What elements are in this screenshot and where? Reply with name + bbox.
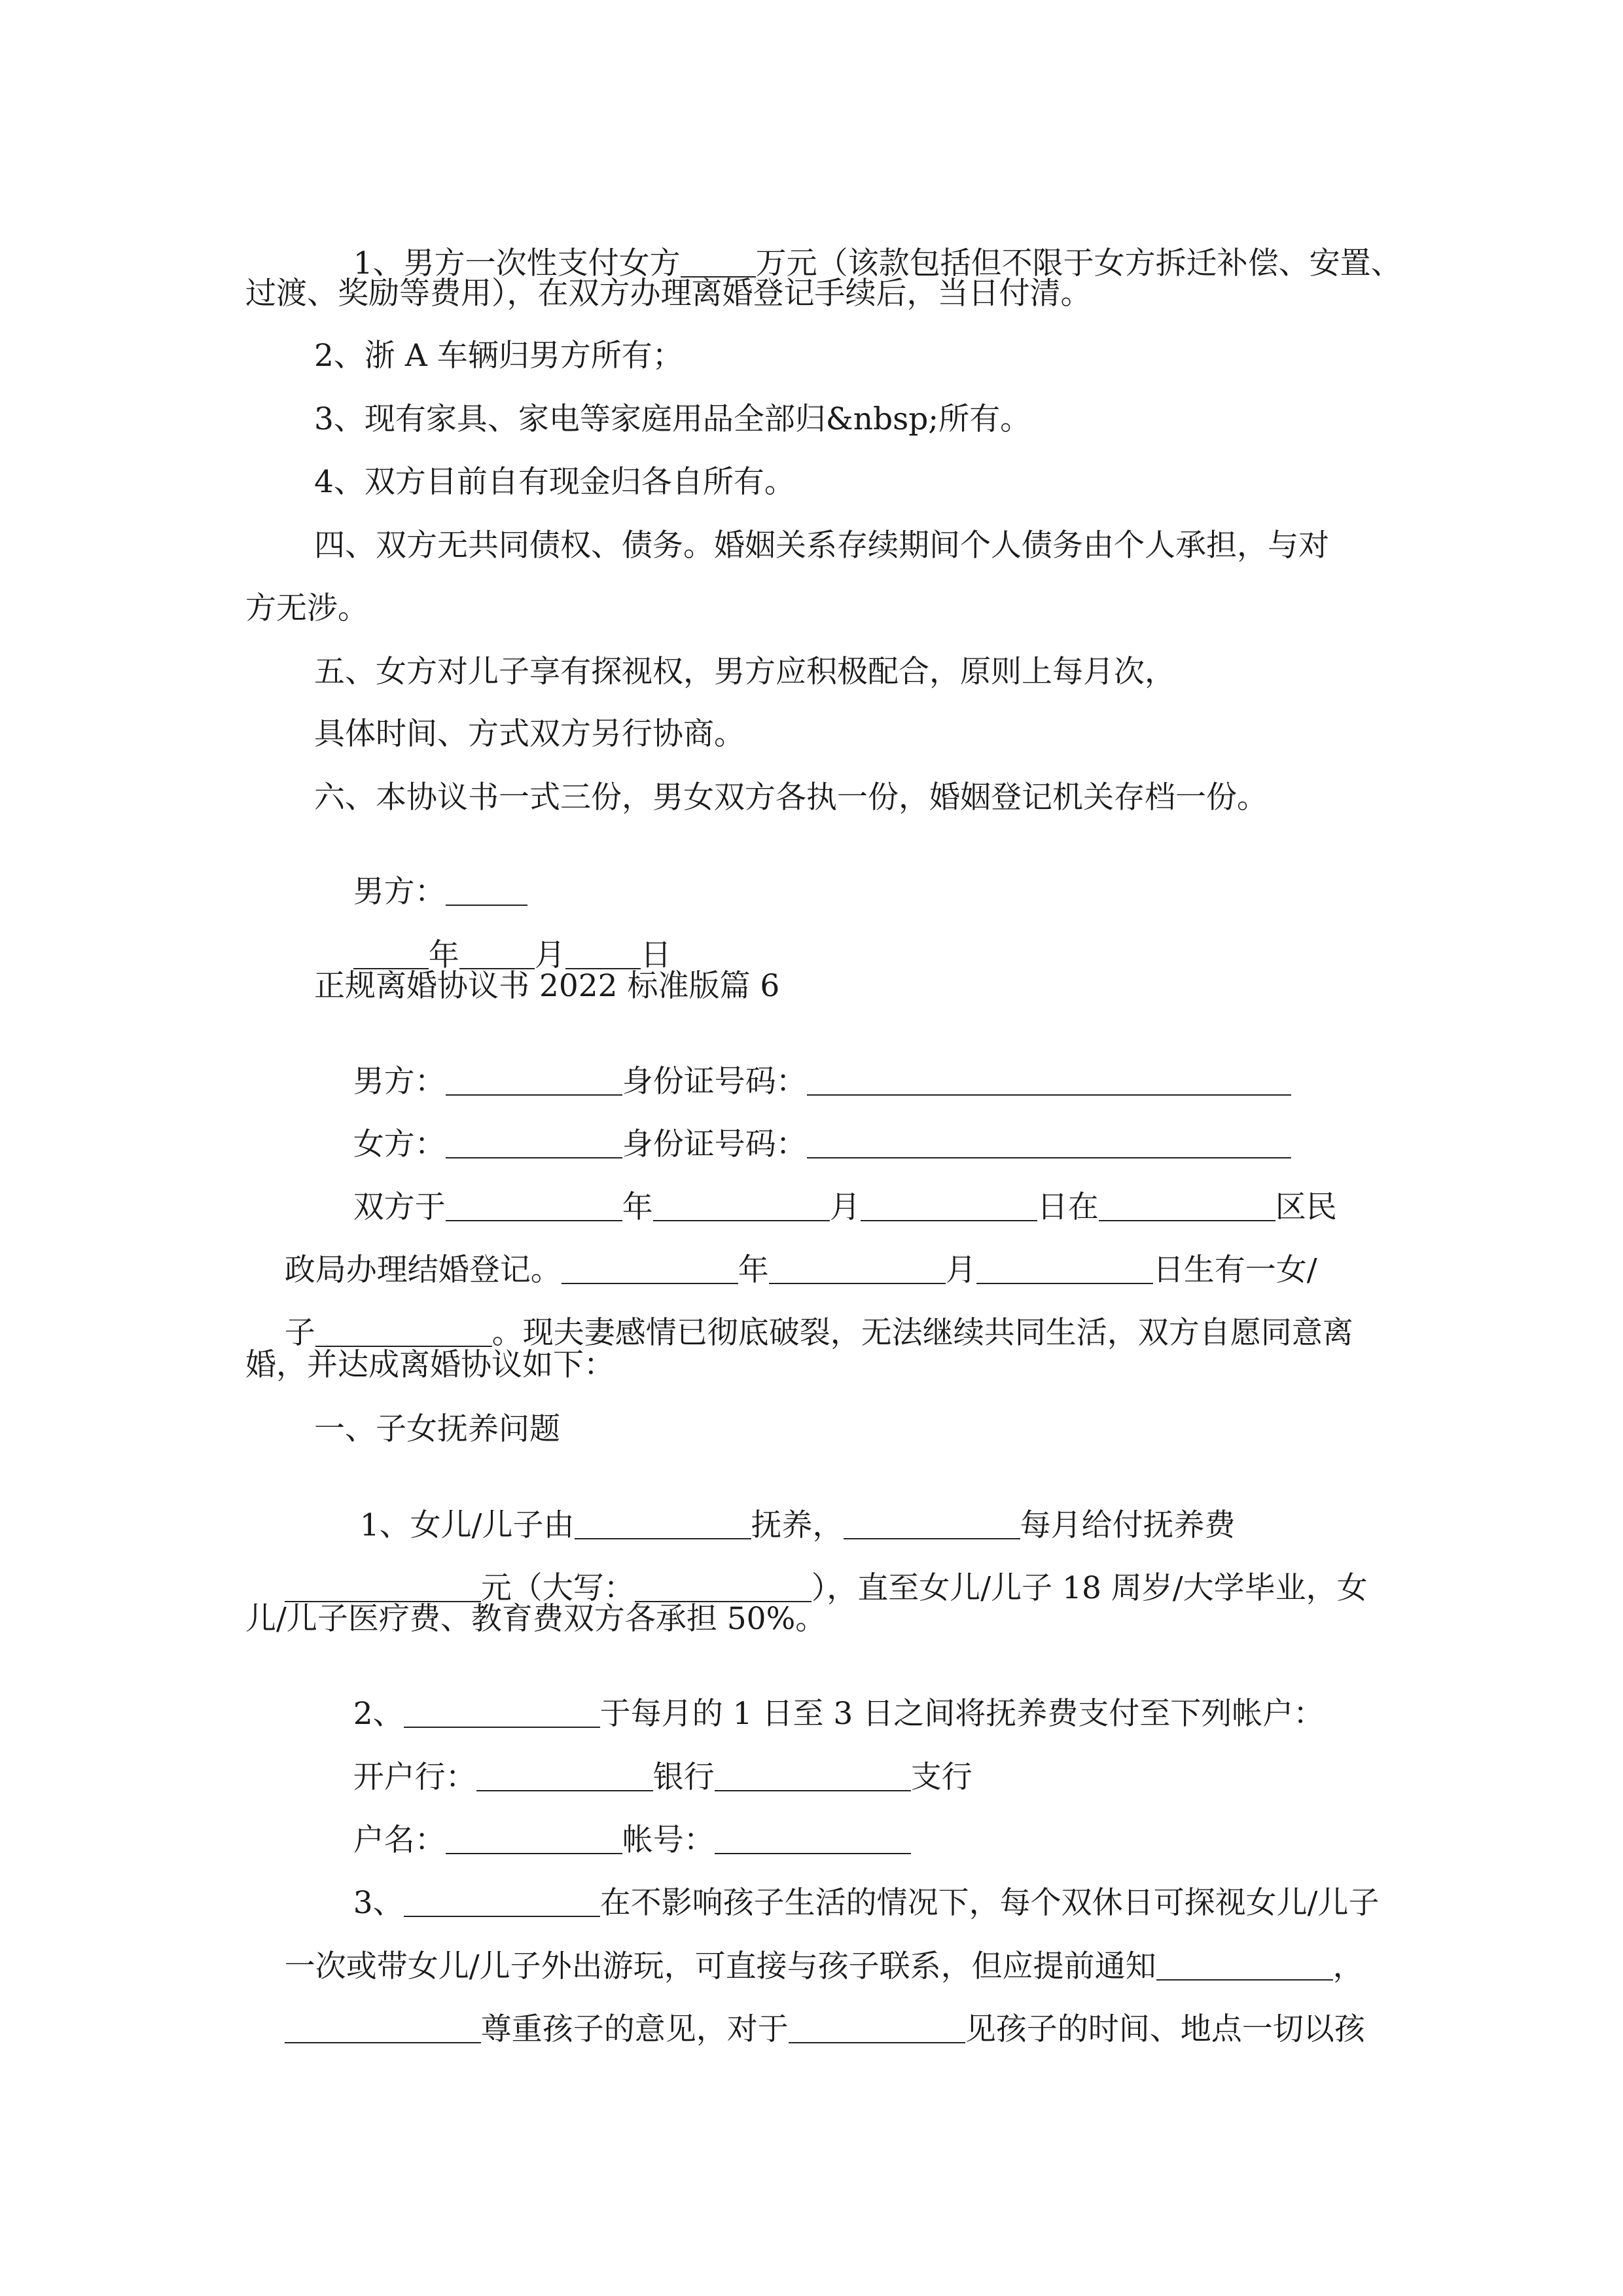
text: 1、女儿/儿子由 bbox=[359, 1507, 575, 1544]
text: 月 bbox=[534, 937, 565, 974]
blank-field bbox=[476, 1761, 653, 1791]
blank-field bbox=[404, 1886, 600, 1917]
blank-field bbox=[653, 1191, 830, 1221]
text: 年 bbox=[428, 937, 459, 974]
paragraph-line: 3、现有家具、家电等家庭用品全部归&nbsp;所有。 bbox=[314, 401, 1031, 437]
text: 支行 bbox=[910, 1759, 972, 1796]
text: 日 bbox=[640, 937, 671, 974]
paragraph-line: 儿/儿子医疗费、教育费双方各承担 50%。 bbox=[245, 1601, 827, 1637]
paragraph-line: 过渡、奖励等费用），在双方办理离婚登记手续后，当日付清。 bbox=[245, 276, 1092, 312]
blank-field bbox=[1099, 1191, 1275, 1221]
blank-field bbox=[565, 939, 641, 969]
paragraph-line: 四、双方无共同债权、债务。婚姻关系存续期间个人债务由个人承担，与对 bbox=[314, 528, 1329, 564]
text: 日生有一女/ bbox=[1152, 1252, 1317, 1289]
blank-field bbox=[976, 1253, 1153, 1284]
text: 2、 bbox=[353, 1696, 404, 1732]
text: 。现夫妻感情已彻底破裂，无法继续共同生活，双方自愿同意离 bbox=[491, 1315, 1353, 1352]
section-heading: 一、子女抚养问题 bbox=[314, 1411, 560, 1447]
text: 银行 bbox=[652, 1759, 715, 1796]
section-title: 正规离婚协议书 2022 标准版篇 6 bbox=[314, 968, 780, 1004]
blank-field bbox=[681, 247, 756, 278]
text: 帐号： bbox=[622, 1822, 715, 1859]
text: 双方于 bbox=[353, 1189, 446, 1226]
paragraph-line: 婚，并达成离婚协议如下： bbox=[245, 1347, 615, 1383]
text: 尊重孩子的意见，对于 bbox=[480, 2011, 789, 2048]
blank-field bbox=[285, 2013, 481, 2043]
text: 男方： bbox=[353, 1064, 446, 1100]
blank-field bbox=[562, 1253, 738, 1284]
blank-field bbox=[715, 1761, 911, 1791]
text: 在不影响孩子生活的情况下，每个双休日可探视女儿/儿子 bbox=[599, 1885, 1380, 1922]
blank-field bbox=[807, 1128, 1291, 1158]
blank-field bbox=[575, 1509, 751, 1539]
text: 抚养， bbox=[751, 1507, 844, 1544]
text: 身份证号码： bbox=[622, 1126, 807, 1163]
text: ， bbox=[1332, 1948, 1364, 1985]
paragraph-line: 方无涉。 bbox=[245, 590, 368, 626]
text: 年 bbox=[738, 1252, 769, 1289]
text: 日在 bbox=[1037, 1189, 1099, 1226]
text: 年 bbox=[622, 1189, 653, 1226]
text: ），直至女儿/儿子 18 周岁/大学毕业，女 bbox=[811, 1570, 1368, 1607]
paragraph-line: 具体时间、方式双方另行协商。 bbox=[314, 716, 745, 752]
text: 身份证号码： bbox=[622, 1064, 807, 1100]
blank-field bbox=[446, 1823, 622, 1854]
paragraph-line: 4、双方目前自有现金归各自所有。 bbox=[314, 464, 795, 500]
blank-field bbox=[789, 2013, 965, 2043]
paragraph-line bbox=[245, 1982, 1365, 2075]
blank-field bbox=[861, 1191, 1037, 1221]
text: 每月给付抚养费 bbox=[1020, 1507, 1236, 1544]
blank-field bbox=[769, 1253, 946, 1284]
text: 开户行： bbox=[353, 1759, 476, 1796]
text: 1、男方一次性支付女方 bbox=[353, 245, 681, 282]
blank-field bbox=[353, 939, 429, 969]
text: 3、 bbox=[353, 1885, 404, 1922]
blank-field bbox=[635, 1571, 812, 1602]
text: 月 bbox=[829, 1189, 861, 1226]
paragraph-line: 五、女方对儿子享有探视权，男方应积极配合，原则上每月次， bbox=[314, 654, 1175, 690]
blank-field bbox=[844, 1509, 1020, 1539]
paragraph-line: 六、本协议书一式三份，男女双方各执一份，婚姻登记机关存档一份。 bbox=[314, 780, 1268, 816]
blank-field bbox=[715, 1823, 911, 1854]
text: 元（大写： bbox=[480, 1570, 635, 1607]
text: 女方： bbox=[353, 1126, 446, 1163]
blank-field bbox=[459, 939, 535, 969]
text: 一次或带女儿/儿子外出游玩，可直接与孩子联系，但应提前通知 bbox=[284, 1948, 1156, 1985]
text: 于每月的 1 日至 3 日之间将抚养费支付至下列帐户： bbox=[599, 1696, 1325, 1732]
text: 万元（该款包括但不限于女方拆迁补偿、安置、 bbox=[755, 245, 1402, 282]
paragraph-line: 2、浙 A 车辆归男方所有； bbox=[314, 338, 683, 374]
blank-field bbox=[446, 1128, 622, 1158]
text: 见孩子的时间、地点一切以孩 bbox=[965, 2011, 1365, 2048]
blank-field bbox=[446, 875, 527, 906]
text: 户名： bbox=[353, 1822, 446, 1859]
text: 区民 bbox=[1275, 1189, 1337, 1226]
blank-field bbox=[285, 1571, 481, 1602]
text: 男方： bbox=[353, 874, 446, 910]
text: 子 bbox=[284, 1315, 315, 1352]
blank-field bbox=[807, 1065, 1291, 1096]
text: 政局办理结婚登记。 bbox=[284, 1252, 562, 1289]
blank-field bbox=[1156, 1950, 1333, 1981]
blank-field bbox=[446, 1191, 622, 1221]
blank-field bbox=[404, 1697, 600, 1728]
blank-field bbox=[315, 1316, 492, 1347]
blank-field bbox=[446, 1065, 622, 1096]
text: 月 bbox=[945, 1252, 976, 1289]
